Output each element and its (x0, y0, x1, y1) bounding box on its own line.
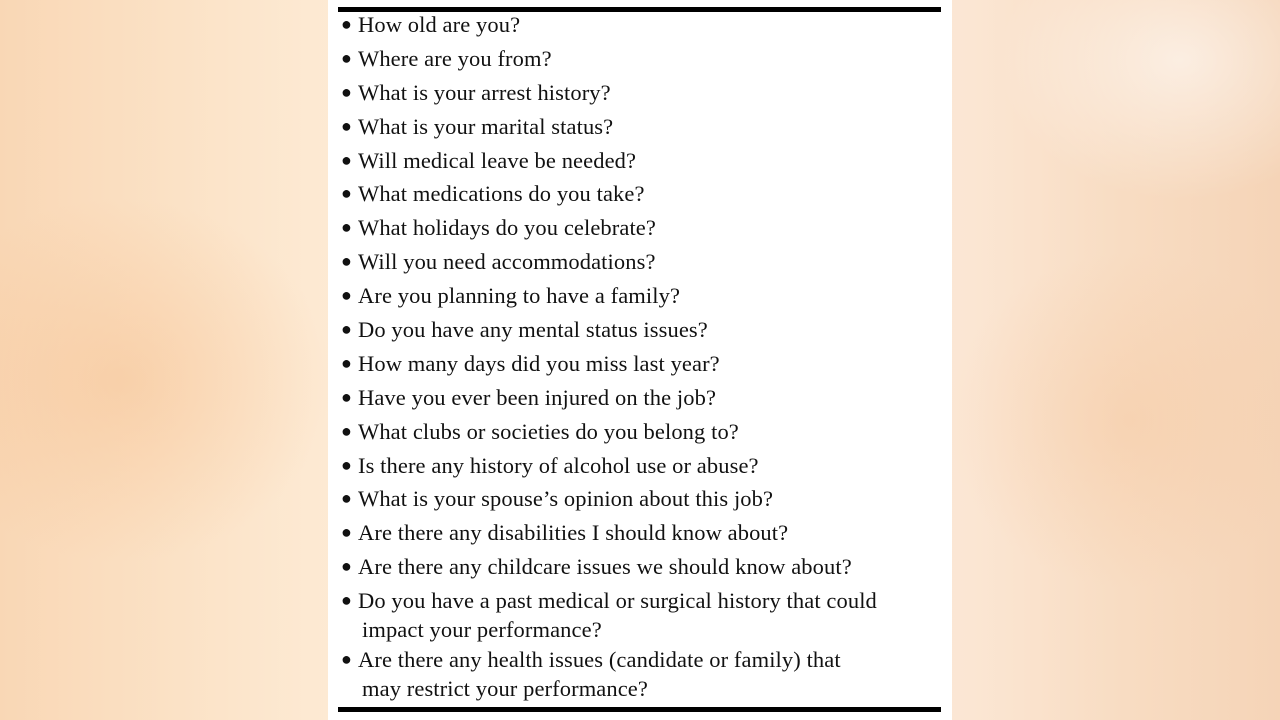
question-line: may restrict your performance? (362, 676, 648, 702)
bullet-icon: ● (341, 81, 352, 102)
question-list (340, 10, 940, 704)
list-item (340, 10, 940, 39)
bullet-icon: ● (341, 149, 352, 170)
question-text: What is your arrest history? (358, 79, 611, 105)
question-text: What clubs or societies do you belong to? (358, 418, 739, 444)
question-text: What medications do you take? (358, 181, 645, 207)
list-item (340, 213, 940, 242)
bullet-icon: ● (341, 488, 352, 509)
question-text: Are you planning to have a family? (358, 283, 681, 309)
bullet-icon: ● (341, 386, 352, 407)
bullet-icon: ● (341, 14, 352, 34)
question-text (358, 645, 940, 703)
list-item (340, 645, 940, 703)
bullet-icon: ● (341, 522, 352, 543)
list-item (340, 417, 940, 446)
bullet-icon: ● (341, 47, 352, 68)
list-item (340, 315, 940, 344)
bottom-rule (338, 707, 941, 712)
list-item (340, 44, 940, 73)
list-item (340, 586, 940, 644)
question-line: impact your performance? (362, 617, 602, 643)
list-item (340, 112, 940, 141)
list-item (340, 518, 940, 547)
question-text: What is your marital status? (358, 113, 614, 139)
question-text: Is there any history of alcohol use or abuse? (358, 452, 759, 478)
list-item (340, 146, 940, 175)
question-text: Will you need accommodations? (358, 249, 656, 275)
list-item (340, 484, 940, 513)
question-text (358, 586, 940, 644)
bullet-icon: ● (341, 183, 352, 204)
bullet-icon: ● (341, 251, 352, 272)
bullet-icon: ● (341, 556, 352, 577)
question-text: Where are you from? (358, 45, 552, 71)
question-text: What holidays do you celebrate? (358, 215, 656, 241)
list-item (340, 383, 940, 412)
question-text: Do you have any mental status issues? (358, 317, 708, 343)
list-item (340, 552, 940, 581)
question-text: How old are you? (358, 12, 521, 37)
bullet-icon: ● (341, 454, 352, 475)
list-item (340, 281, 940, 310)
list-item (340, 247, 940, 276)
question-text: Are there any disabilities I should know about? (358, 520, 789, 546)
question-text: Will medical leave be needed? (358, 147, 637, 173)
question-line: Are there any health issues (candidate or family) that (358, 647, 841, 673)
bullet-icon: ● (341, 649, 352, 670)
list-item (340, 451, 940, 480)
bullet-icon: ● (341, 319, 352, 340)
bullet-icon: ● (341, 285, 352, 306)
bullet-icon: ● (341, 420, 352, 441)
bullet-icon: ● (341, 115, 352, 136)
bullet-icon: ● (341, 217, 352, 238)
bullet-icon: ● (341, 352, 352, 373)
question-text: Have you ever been injured on the job? (358, 384, 717, 410)
document-page (328, 0, 952, 720)
list-item (340, 349, 940, 378)
question-text: How many days did you miss last year? (358, 350, 720, 376)
question-line: Do you have a past medical or surgical history that could (358, 588, 877, 614)
list-item (340, 179, 940, 208)
list-item (340, 78, 940, 107)
question-text: Are there any childcare issues we should know about? (358, 554, 852, 580)
bullet-icon: ● (341, 590, 352, 611)
question-text: What is your spouse’s opinion about this job? (358, 486, 774, 512)
